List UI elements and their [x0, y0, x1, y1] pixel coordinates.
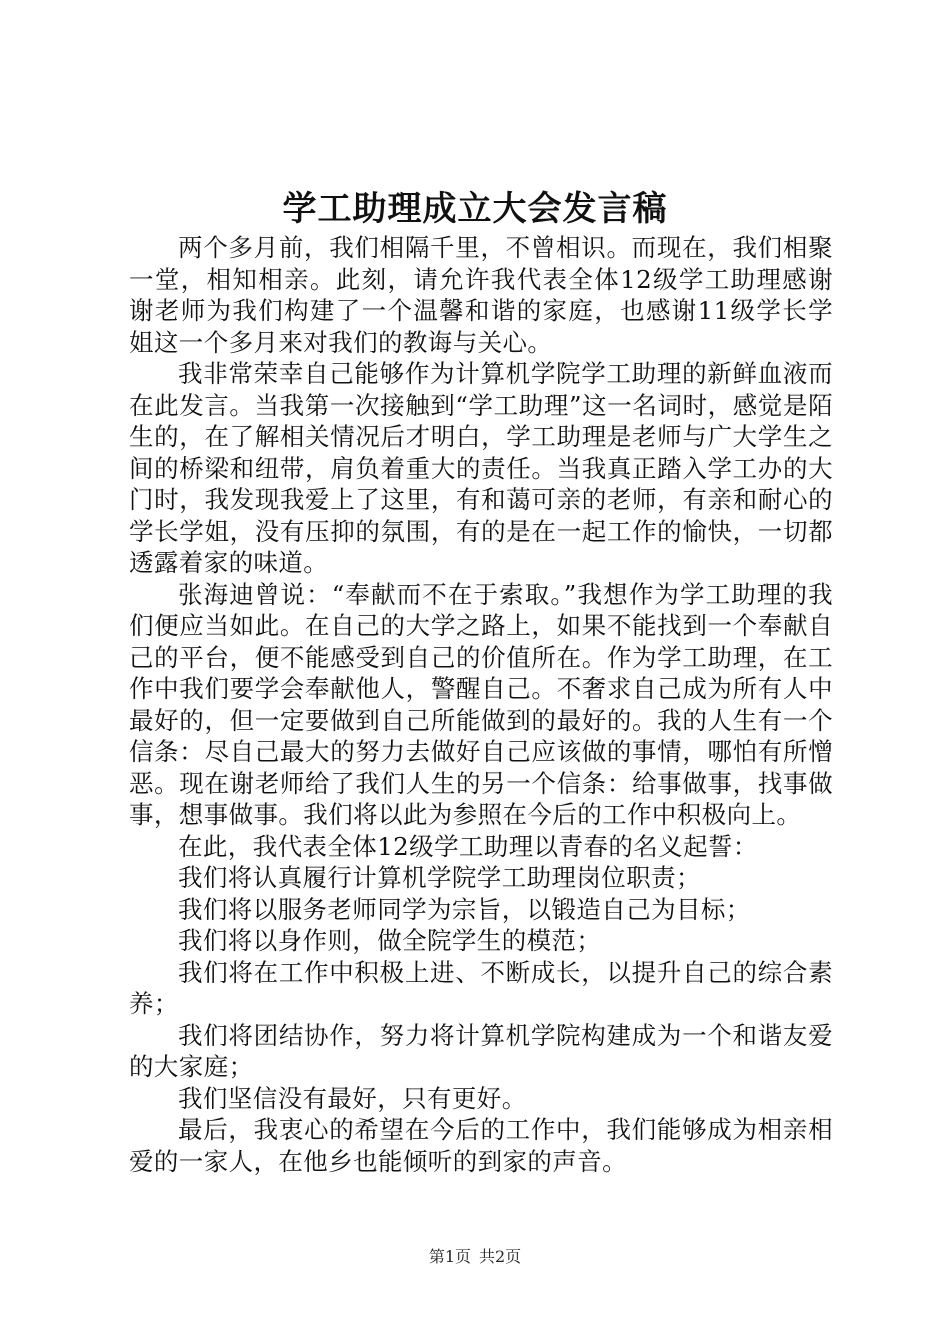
paragraph-1: 两个多月前，我们相隔千里，不曾相识。而现在，我们相聚一堂，相知相亲。此刻，请允许我代表全体12级学工助理感谢谢老师为我们构建了一个温馨和谐的家庭，也感谢11级学长学姐这一个多月来对我们的教诲与关心。: [129, 233, 833, 357]
page-footer: [0, 1245, 950, 1269]
oath-item-3: 我们将以身作则，做全院学生的模范；: [178, 926, 602, 955]
oath-item-6: 我们坚信没有最好，只有更好。: [178, 1083, 527, 1113]
oath-item-2: 我们将以服务老师同学为宗旨，以锻造自己为目标；: [178, 894, 751, 924]
oath-intro: 在此，我代表全体12级学工助理以青春的名义起誓：: [178, 831, 758, 861]
oath-item-1: 我们将认真履行计算机学院学工助理岗位职责；: [178, 863, 701, 892]
paragraph-2: 我非常荣幸自己能够作为计算机学院学工助理的新鲜血液而在此发言。当我第一次接触到“学工助理”这一名词时，感觉是陌生的，在了解相关情况后才明白，学工助理是老师与广大学生之间的桥梁和纽带，肩负着重大的责任。当我真正踏入学工办的大门时，我发现我爱上了这里，有和蔼可亲的老师，有亲和耐心的学长学姐，没有压抑的氛围，有的是在一起工作的愉快，一切都透露着家的味道。: [129, 359, 833, 577]
page-number: 第1页: [428, 1247, 471, 1266]
paragraph-3: 张海迪曾说：“奉献而不在于索取。”我想作为学工助理的我们便应当如此。在自己的大学之路上，如果不能找到一个奉献自己的平台，便不能感受到自己的价值所在。作为学工助理，在工作中我们要学会奉献他人，警醒自己。不奢求自己成为所有人中最好的，但一定要做到自己所能做到的最好的。我的人生有一个信条：尽自己最大的努力去做好自己应该做的事情，哪怕有所憎恶。现在谢老师给了我们人生的另一个信条：给事做事，找事做事，想事做事。我们将以此为参照在今后的工作中积极向上。: [129, 579, 833, 829]
page-total: 共2页: [479, 1247, 522, 1266]
closing-paragraph: 最后，我衷心的希望在今后的工作中，我们能够成为相亲相爱的一家人，在他乡也能倾听的到家的声音。: [129, 1115, 833, 1176]
oath-item-4: 我们将在工作中积极上进、不断成长，以提升自己的综合素养；: [129, 957, 833, 1018]
document-title: 学工助理成立大会发言稿: [282, 189, 668, 229]
document-body: [129, 232, 833, 1177]
oath-item-5: 我们将团结协作，努力将计算机学院构建成为一个和谐友爱的大家庭；: [129, 1020, 833, 1081]
